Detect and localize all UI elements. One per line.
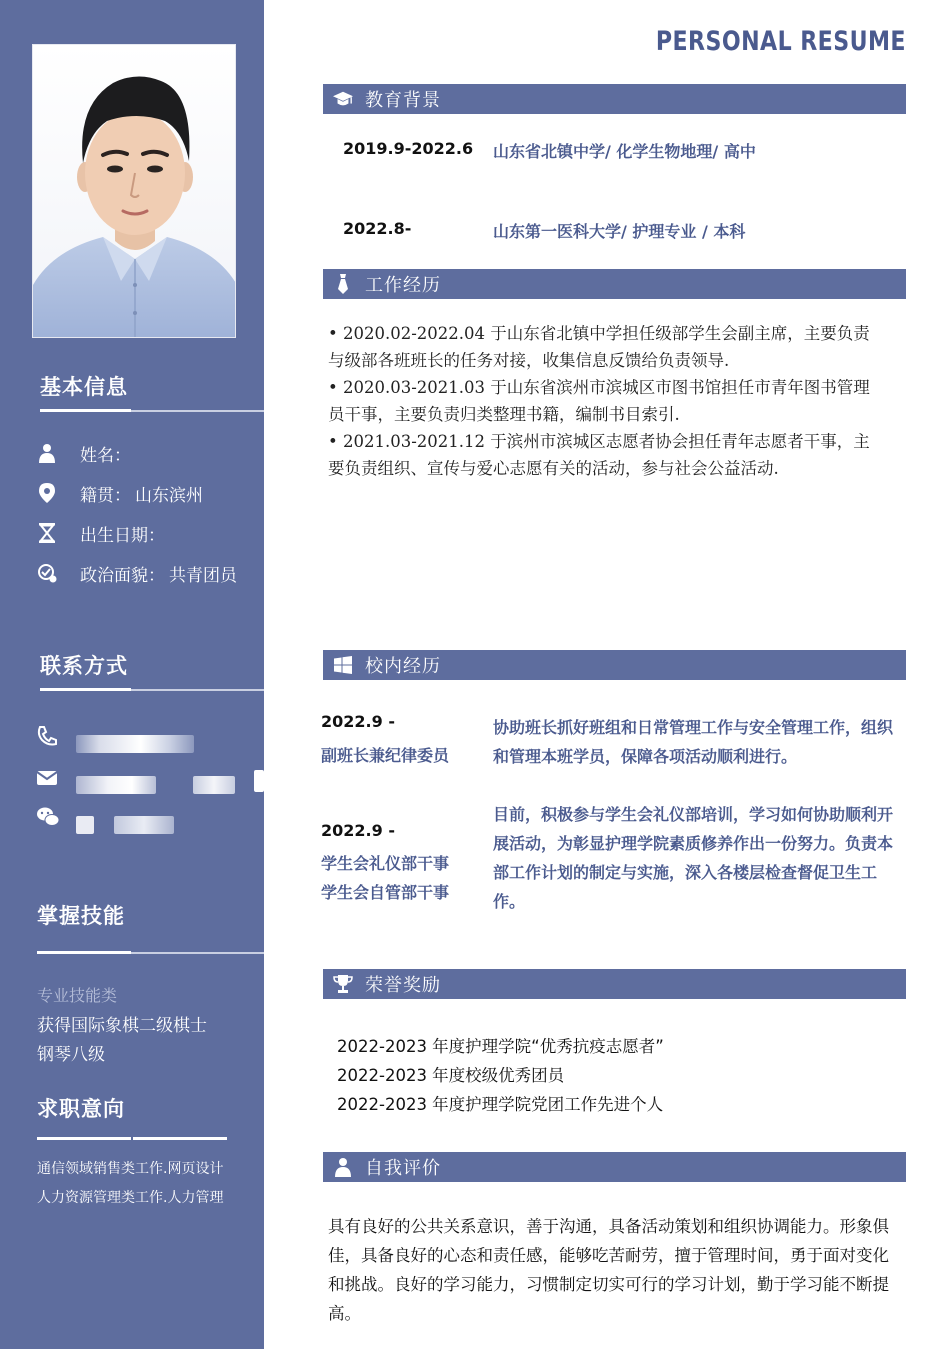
- windows-grid-icon: [333, 655, 353, 675]
- phone-icon: [36, 725, 58, 751]
- skills-category: 专业技能类: [37, 986, 118, 1005]
- job-intent-title: 求职意向: [37, 1097, 125, 1121]
- work-item: • 2020.02-2022.04 于山东省北镇中学担任级部学生会副主席，主要负责与级部各班班长的任务对接，收集信息反馈给负责领导.: [328, 324, 870, 370]
- hourglass-icon: [36, 522, 58, 544]
- education-school: 山东第一医科大学/ 护理专业 / 本科: [493, 222, 746, 241]
- political-badge-icon: [36, 562, 58, 584]
- basic-info-rule-thin: [131, 410, 264, 412]
- birthdate-label: 出生日期：: [80, 525, 165, 546]
- awards-title: 荣誉奖励: [365, 975, 441, 996]
- skills-rule-thin: [131, 952, 264, 954]
- education-date: 2019.9-2022.6: [343, 139, 474, 158]
- info-row-political: [36, 560, 237, 586]
- education-title: 教育背景: [365, 90, 441, 111]
- skills-title: 掌握技能: [37, 904, 125, 928]
- self-eval-title: 自我评价: [365, 1158, 441, 1179]
- tie-icon: [333, 274, 353, 294]
- trophy-icon: [333, 974, 353, 994]
- work-list: [328, 320, 876, 482]
- contact-rule: [40, 688, 131, 691]
- email-redacted-part1: [76, 776, 156, 794]
- work-header: [323, 269, 906, 299]
- info-row-hometown: [36, 480, 203, 506]
- person-icon: [36, 442, 58, 464]
- education-date: 2022.8-: [343, 219, 412, 238]
- job-intent-rule: [37, 1137, 131, 1140]
- graduation-cap-icon: [333, 89, 353, 109]
- page-title: PERSONAL RESUME: [655, 26, 906, 57]
- info-row-birthdate: [36, 520, 169, 546]
- awards-header: [323, 969, 906, 999]
- self-eval-header: [323, 1152, 906, 1182]
- award-item: 2022-2023 年度护理学院“优秀抗疫志愿者”: [337, 1037, 664, 1056]
- wechat-icon: [36, 806, 60, 832]
- campus-date: 2022.9 -: [321, 821, 395, 840]
- work-item: • 2020.03-2021.03 于山东省滨州市滨城区市图书馆担任市青年图书管理员干事，主要负责归类整理书籍，编制书目索引.: [328, 378, 870, 424]
- job-intent-item: 人力资源管理类工作.人力管理: [37, 1190, 224, 1206]
- name-label: 姓名：: [80, 445, 131, 466]
- info-row-name: [36, 440, 135, 466]
- education-header: [323, 84, 906, 114]
- campus-header: [323, 650, 906, 680]
- hometown-value: 山东滨州: [135, 485, 203, 506]
- skills-rule: [37, 951, 131, 954]
- campus-desc: 目前，积极参与学生会礼仪部培训，学习如何协助顺利开展活动，为彰显护理学院素质修养作出一份努力。负责本部工作计划的制定与实施，深入各楼层检查督促卫生工作。: [493, 805, 894, 911]
- skill-item: 获得国际象棋二级棋士: [37, 1016, 207, 1036]
- wechat-redacted-part2: [114, 816, 174, 834]
- campus-role: 学生会自管部干事: [321, 883, 450, 902]
- basic-info-title: 基本信息: [40, 375, 128, 399]
- location-pin-icon: [36, 482, 58, 504]
- sidebar: [0, 0, 264, 1349]
- skill-item: 钢琴八级: [37, 1045, 105, 1065]
- email-icon: [36, 766, 58, 792]
- campus-desc: 协助班长抓好班组和日常管理工作与安全管理工作，组织和管理本班学员，保障各项活动顺利进行。: [493, 718, 894, 766]
- work-title: 工作经历: [365, 275, 441, 296]
- email-redacted-part3: [254, 770, 264, 792]
- person-icon: [333, 1157, 353, 1177]
- award-item: 2022-2023 年度校级优秀团员: [337, 1066, 565, 1085]
- work-item: • 2021.03-2021.12 于滨州市滨城区志愿者协会担任青年志愿者干事，主要负责组织、宣传与爱心志愿有关的活动，参与社会公益活动.: [328, 432, 870, 478]
- profile-photo: [32, 44, 236, 338]
- job-intent-item: 通信领域销售类工作.网页设计: [37, 1161, 224, 1177]
- education-school: 山东省北镇中学/ 化学生物地理/ 高中: [493, 142, 756, 161]
- political-label: 政治面貌：: [80, 565, 165, 586]
- email-redacted-part2: [193, 776, 235, 794]
- campus-role: 学生会礼仪部干事: [321, 854, 450, 873]
- contact-rule-thin: [131, 689, 264, 691]
- wechat-redacted-part1: [76, 816, 94, 834]
- award-item: 2022-2023 年度护理学院党团工作先进个人: [337, 1095, 664, 1114]
- political-value: 共青团员: [169, 565, 237, 586]
- hometown-label: 籍贯：: [80, 485, 131, 506]
- campus-title: 校内经历: [365, 656, 441, 677]
- campus-date: 2022.9 -: [321, 712, 395, 731]
- basic-info-rule: [40, 409, 131, 412]
- phone-redacted: [76, 735, 194, 753]
- contact-title: 联系方式: [40, 654, 128, 678]
- job-intent-rule-right: [133, 1137, 227, 1140]
- campus-role: 副班长兼纪律委员: [321, 746, 450, 765]
- self-eval-text: 具有良好的公共关系意识，善于沟通，具备活动策划和组织协调能力。形象俱佳，具备良好的心态和责任感，能够吃苦耐劳，擅于管理时间，勇于面对变化和挑战。良好的学习能力，习惯制定切实可行的学习计划，勤于学习能不断提高。: [328, 1217, 889, 1323]
